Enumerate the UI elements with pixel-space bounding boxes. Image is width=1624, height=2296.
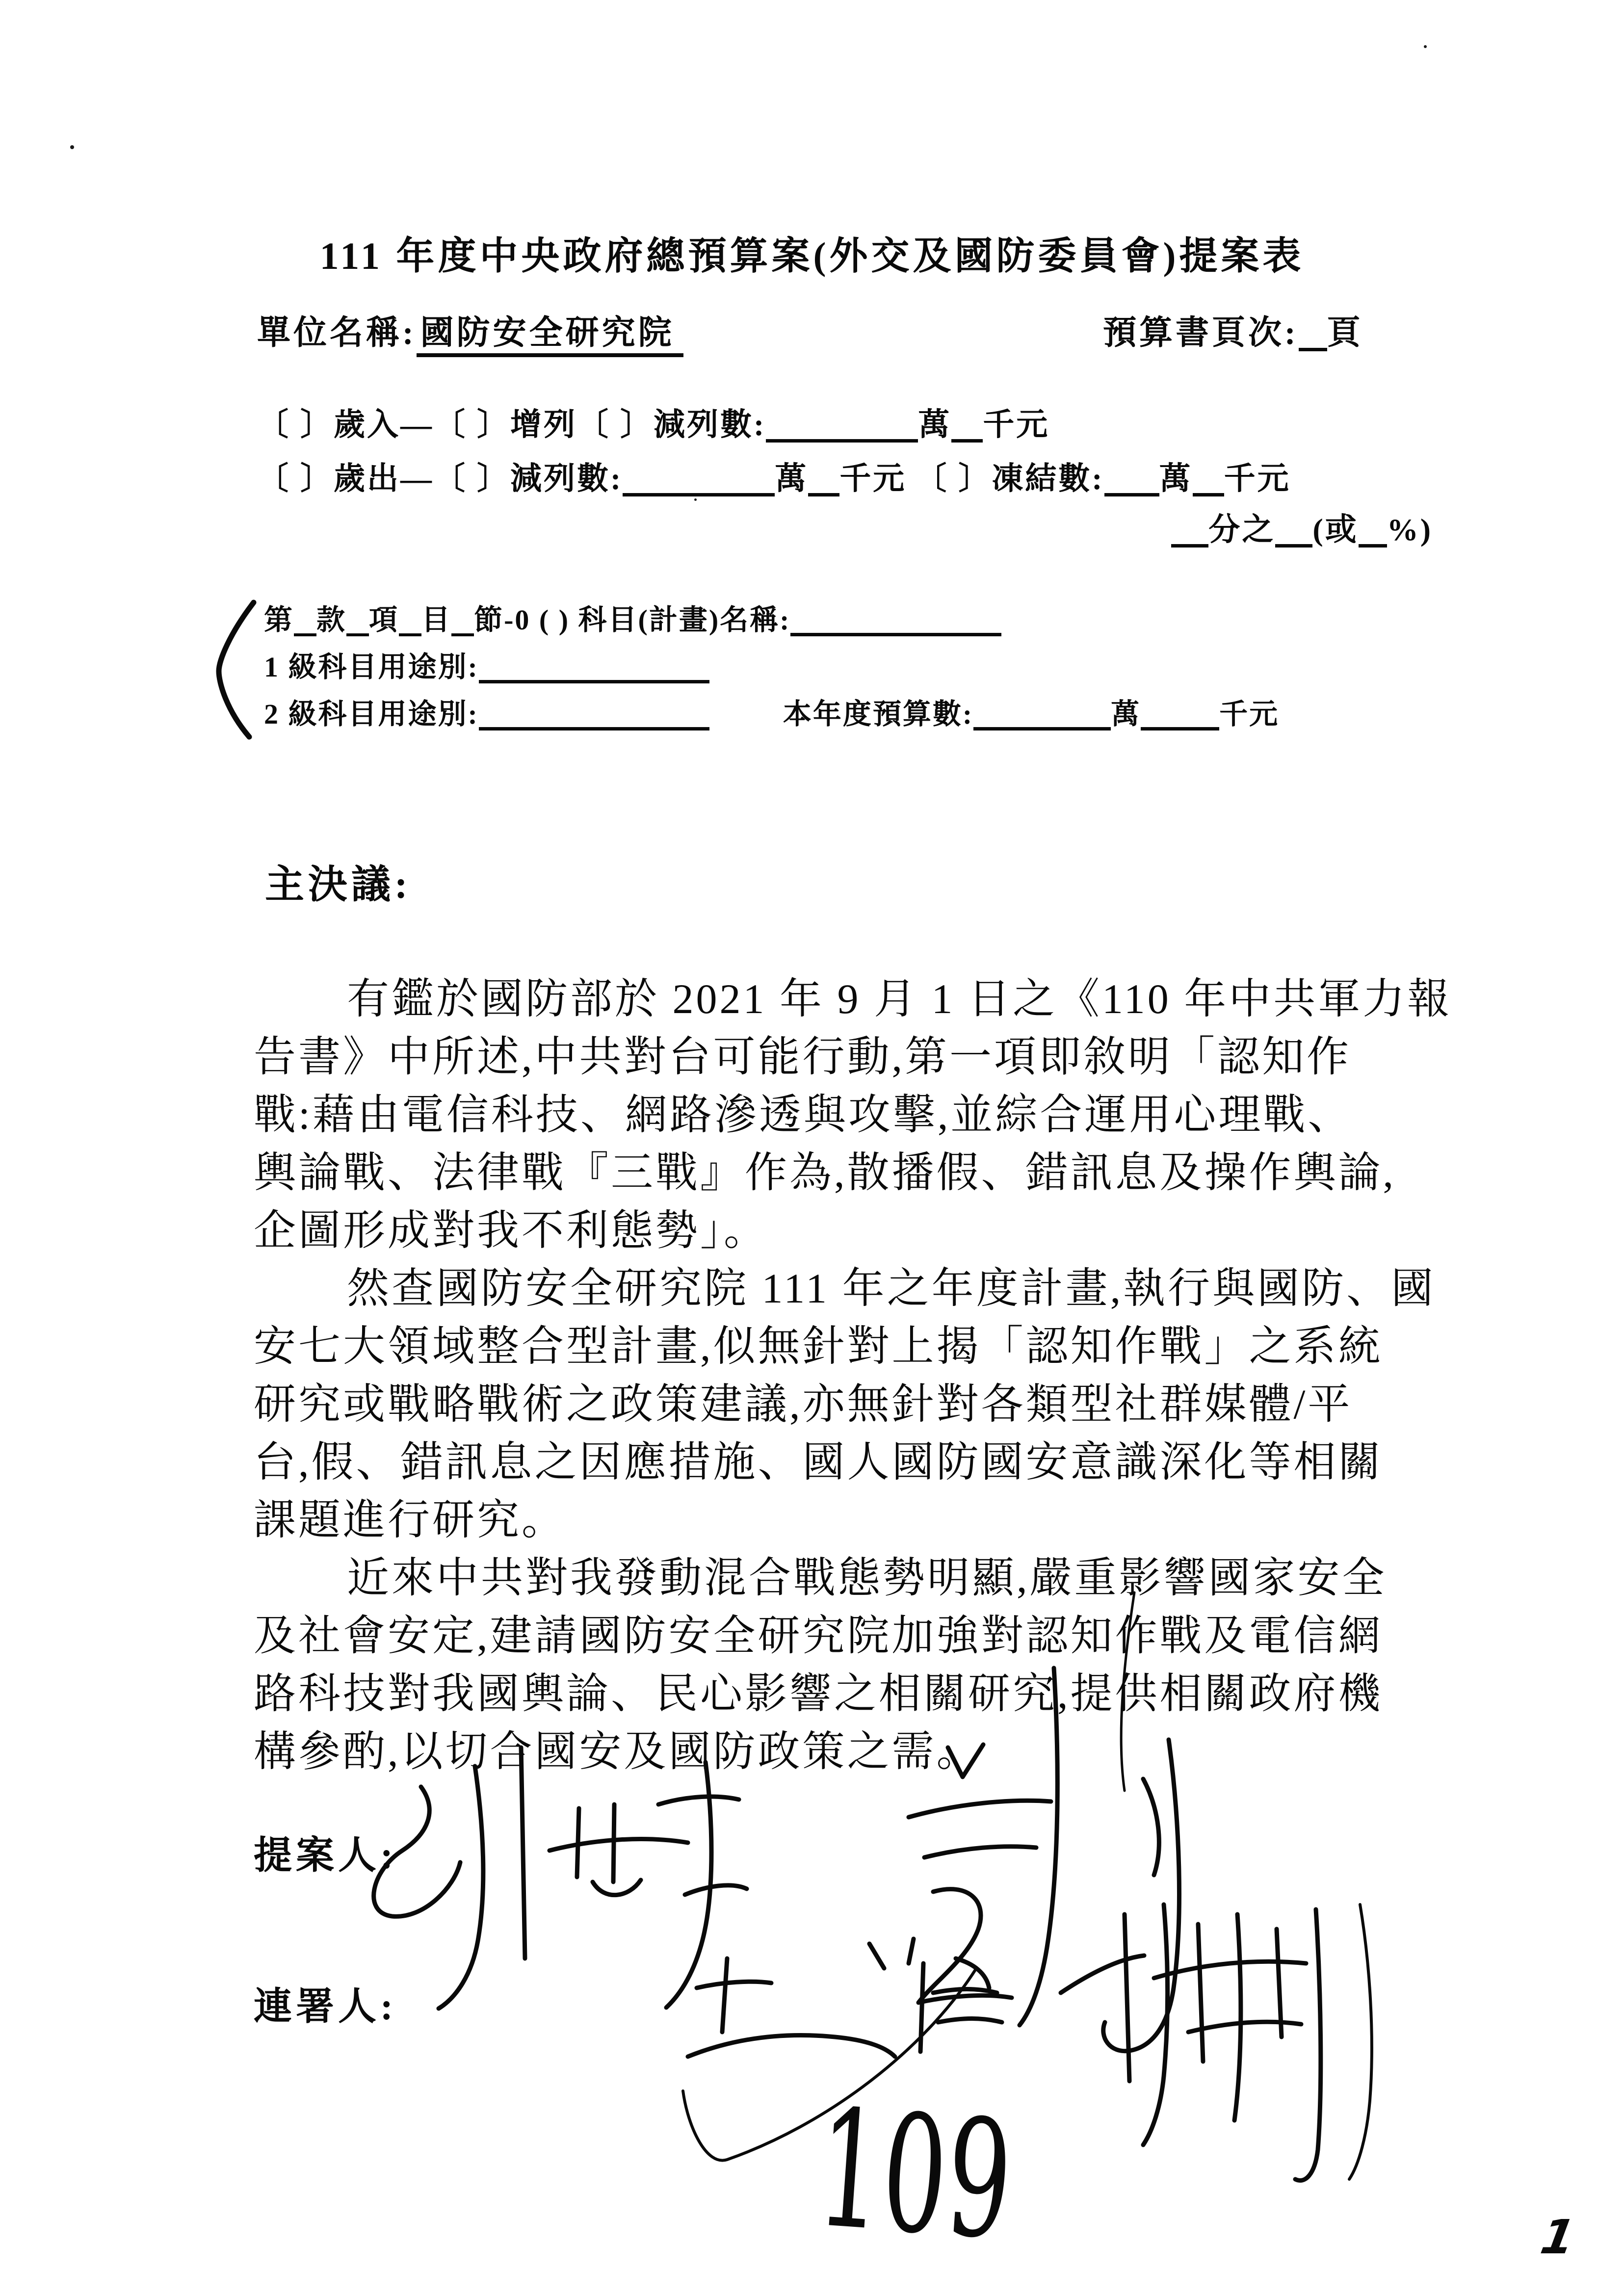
ordinal-mu: 目 <box>421 604 452 636</box>
subject-name-label: 節-0 ( ) 科目(計畫)名稱: <box>474 604 791 636</box>
ordinal-di: 第 <box>264 604 294 636</box>
subject-line-1 <box>264 604 1001 636</box>
increase-option-label: 增列 <box>510 407 577 442</box>
checkbox-brackets: 〔 〕 <box>434 461 510 496</box>
subject-block-brace <box>219 602 254 737</box>
body-line: 企圖形成對我不利態勢」。 <box>254 1207 768 1254</box>
ordinal-kuan: 款 <box>316 604 347 636</box>
signature-proposer-1 <box>374 1748 747 2009</box>
body-line: 及社會安定,建請國防安全研究院加強對認知作戰及電信網 <box>254 1612 1383 1659</box>
body-line: 然查國防安全研究院 111 年之年度計畫,執行與國防、國 <box>347 1265 1436 1312</box>
ordinal-xiang: 項 <box>369 604 399 636</box>
checkbox-brackets: 〔 〕 <box>577 407 654 442</box>
unit-qianyuan: 千元 <box>839 461 907 496</box>
blank-underline <box>399 605 421 636</box>
blank-underline <box>346 605 369 636</box>
expenditure-adjust-line <box>257 461 1291 496</box>
blank-underline <box>623 462 775 496</box>
blank-underline <box>479 699 709 731</box>
body-line: 告書》中所述,中共對台可能行動,第一項即敘明「認知作 <box>254 1033 1351 1080</box>
document-title: 111 年度中央政府總預算案(外交及國防委員會)提案表 <box>319 235 1305 277</box>
checkbox-brackets: 〔 〕 <box>257 407 334 442</box>
cosigner-label: 連署人: <box>254 1985 397 2028</box>
blank-underline <box>1299 314 1327 351</box>
checkbox-brackets: 〔 〕 <box>257 461 334 496</box>
body-line: 安七大領域整合型計畫,似無針對上揭「認知作戰」之系統 <box>254 1323 1383 1370</box>
scan-noise-dot <box>694 498 697 501</box>
unit-name-label: 單位名稱: <box>257 314 417 351</box>
blank-underline <box>1359 513 1387 548</box>
proposer-label: 提案人: <box>254 1834 397 1877</box>
body-line: 戰:藉由電信科技、網路滲透與攻擊,並綜合運用心理戰、 <box>254 1091 1353 1138</box>
expenditure-label: 歲出— <box>334 461 434 496</box>
blank-underline <box>451 605 474 636</box>
decrease-amount-label: 減列數: <box>654 407 766 442</box>
body-line: 有鑑於國防部於 2021 年 9 月 1 日之《110 年中共軍力報 <box>347 975 1452 1022</box>
unit-name-value: 國防安全研究院 <box>417 314 683 357</box>
page-number: 1 <box>1537 2210 1579 2265</box>
frozen-amount-label: 凍結數: <box>992 461 1104 496</box>
fenzhi-label: 分之 <box>1208 512 1276 547</box>
blank-underline <box>951 408 983 443</box>
subject-line-3 <box>264 699 1279 731</box>
revenue-label: 歲入— <box>334 407 434 442</box>
budget-page-ref-row <box>1103 314 1363 351</box>
revenue-adjust-line <box>257 407 1049 443</box>
blank-underline <box>1104 462 1159 496</box>
unit-wan: 萬 <box>1159 461 1193 496</box>
fraction-percent-line <box>1171 512 1433 548</box>
blank-underline <box>808 462 839 496</box>
handwritten-number: 109 <box>812 2074 1019 2276</box>
signature-cosigner-2 <box>1061 1905 1372 2181</box>
body-line: 台,假、錯訊息之因應措施、國人國防國安意識深化等相關 <box>254 1438 1383 1486</box>
body-line: 近來中共對我發動混合戰態勢明顯,嚴重影響國家安全 <box>347 1554 1387 1601</box>
unit-wan: 萬 <box>1111 698 1141 731</box>
level1-usage-label: 1 級科目用途別: <box>264 651 479 683</box>
checkbox-brackets: 〔 〕 <box>434 407 510 442</box>
signature-proposer-2 <box>909 1592 1179 2051</box>
body-line: 構參酌,以切合國安及國防政策之需。 <box>254 1728 981 1775</box>
percent-label: %) <box>1387 512 1433 547</box>
body-line: 輿論戰、法律戰『三戰』作為,散播假、錯訊息及操作輿論, <box>254 1149 1396 1196</box>
unit-name-row <box>257 314 683 351</box>
body-line: 研究或戰略戰術之政策建議,亦無針對各類型社群媒體/平 <box>254 1381 1353 1428</box>
blank-underline <box>1141 699 1219 731</box>
unit-qianyuan: 千元 <box>1219 698 1280 731</box>
body-line: 路科技對我國輿論、民心影響之相關研究,提供相關政府機 <box>254 1670 1383 1717</box>
scan-noise-dot <box>70 145 74 149</box>
unit-wan: 萬 <box>775 461 809 496</box>
or-label: (或 <box>1312 512 1359 547</box>
unit-qianyuan: 千元 <box>1224 461 1291 496</box>
blank-underline <box>1171 513 1208 548</box>
scan-noise-dot <box>1424 45 1427 48</box>
body-line: 課題進行研究。 <box>254 1496 566 1543</box>
unit-wan: 萬 <box>918 407 952 442</box>
blank-underline <box>766 408 918 443</box>
annual-budget-label: 本年度預算數: <box>783 698 974 731</box>
level2-usage-label: 2 級科目用途別: <box>264 698 479 731</box>
decrease-amount-label: 減列數: <box>510 461 623 496</box>
main-resolution-heading: 主決議: <box>265 863 412 907</box>
blank-underline <box>294 605 316 636</box>
unit-qianyuan: 千元 <box>983 407 1050 442</box>
blank-underline <box>790 604 1001 636</box>
blank-underline <box>1275 513 1312 548</box>
subject-line-2 <box>264 652 709 683</box>
blank-underline <box>973 699 1111 731</box>
blank-underline <box>1193 462 1224 496</box>
budget-page-ref-unit: 頁 <box>1327 314 1363 351</box>
checkbox-brackets: 〔 〕 <box>915 461 992 496</box>
budget-page-ref-label: 預算書頁次: <box>1103 314 1299 351</box>
blank-underline <box>479 652 709 683</box>
